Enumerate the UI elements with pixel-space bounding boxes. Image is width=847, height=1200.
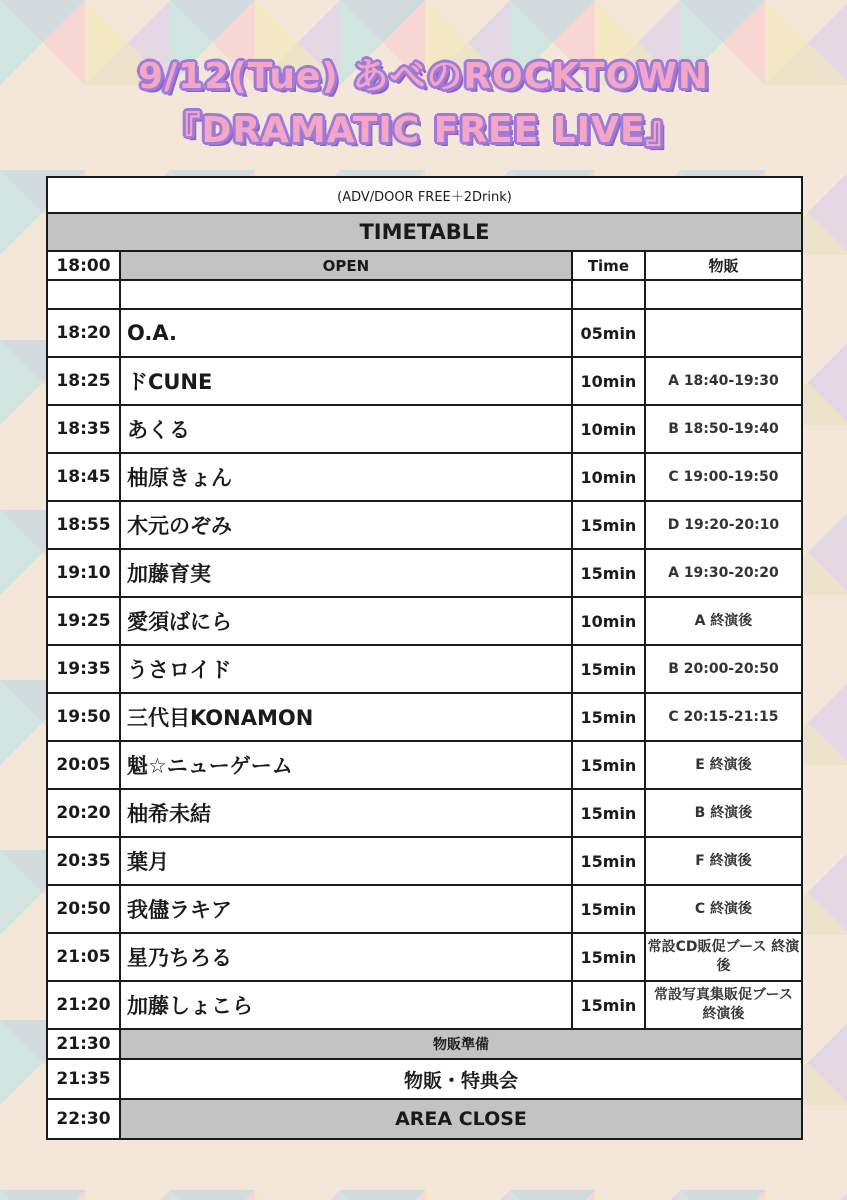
performer-merch: F 終演後 (645, 837, 802, 885)
performer-row (47, 741, 802, 789)
performer-row (47, 405, 802, 453)
performer-row (47, 885, 802, 933)
performer-duration: 15min (572, 501, 645, 549)
performer-duration: 15min (572, 981, 645, 1029)
performer-merch: A 19:30-20:20 (645, 549, 802, 597)
closing-row (47, 1099, 802, 1139)
performer-merch: A 18:40-19:30 (645, 357, 802, 405)
performer-row (47, 789, 802, 837)
performer-row (47, 309, 802, 357)
timetable (46, 176, 803, 1140)
price-note: (ADV/DOOR FREE＋2Drink) (47, 177, 802, 213)
performer-row (47, 357, 802, 405)
performer-name: 柚希未結 (120, 789, 572, 837)
event-title-line1: 9/12(Tue) あべのROCKTOWN (137, 56, 710, 97)
performer-time: 21:20 (47, 981, 120, 1029)
timetable-header-row (47, 213, 802, 251)
performer-row (47, 933, 802, 981)
performer-name: 加藤しょこら (120, 981, 572, 1029)
performer-name: O.A. (120, 309, 572, 357)
performer-time: 18:35 (47, 405, 120, 453)
blank-cell (572, 280, 645, 309)
closing-row (47, 1029, 802, 1059)
performer-time: 20:50 (47, 885, 120, 933)
performer-name: 我儘ラキア (120, 885, 572, 933)
performer-time: 19:10 (47, 549, 120, 597)
performer-merch: E 終演後 (645, 741, 802, 789)
performer-name: あくる (120, 405, 572, 453)
performer-duration: 15min (572, 837, 645, 885)
performer-merch: D 19:20-20:10 (645, 501, 802, 549)
performer-duration: 15min (572, 741, 645, 789)
performer-duration: 15min (572, 789, 645, 837)
open-time: 18:00 (47, 251, 120, 280)
performer-merch: C 20:15-21:15 (645, 693, 802, 741)
merch-column-header: 物販 (645, 251, 802, 280)
performer-row (47, 981, 802, 1029)
performer-time: 18:20 (47, 309, 120, 357)
performer-name: 星乃ちろる (120, 933, 572, 981)
performer-name: うさロイド (120, 645, 572, 693)
performer-time: 19:35 (47, 645, 120, 693)
closing-row (47, 1059, 802, 1099)
closing-time: 22:30 (47, 1099, 120, 1139)
blank-cell (47, 280, 120, 309)
blank-row (47, 280, 802, 309)
performer-duration: 15min (572, 885, 645, 933)
performer-duration: 05min (572, 309, 645, 357)
open-row (47, 251, 802, 280)
performer-name: ドCUNE (120, 357, 572, 405)
performer-time: 21:05 (47, 933, 120, 981)
closing-time: 21:35 (47, 1059, 120, 1099)
performer-row (47, 693, 802, 741)
performer-duration: 15min (572, 549, 645, 597)
performer-name: 愛須ばにら (120, 597, 572, 645)
price-row (47, 177, 802, 213)
performer-duration: 10min (572, 405, 645, 453)
blank-cell (120, 280, 572, 309)
performer-merch: C 終演後 (645, 885, 802, 933)
performer-time: 18:25 (47, 357, 120, 405)
performer-merch: C 19:00-19:50 (645, 453, 802, 501)
performer-merch: B 18:50-19:40 (645, 405, 802, 453)
performer-merch: A 終演後 (645, 597, 802, 645)
performer-duration: 15min (572, 645, 645, 693)
performer-row (47, 645, 802, 693)
performer-row (47, 597, 802, 645)
performer-duration: 15min (572, 933, 645, 981)
closing-time: 21:30 (47, 1029, 120, 1059)
performer-duration: 10min (572, 453, 645, 501)
performer-name: 加藤育実 (120, 549, 572, 597)
event-title-line2: 『DRAMATIC FREE LIVE』 (164, 110, 683, 151)
open-label: OPEN (120, 251, 572, 280)
performer-duration: 15min (572, 693, 645, 741)
performer-time: 20:05 (47, 741, 120, 789)
performer-merch: B 20:00-20:50 (645, 645, 802, 693)
timetable-header: TIMETABLE (47, 213, 802, 251)
performer-row (47, 501, 802, 549)
performer-name: 魁☆ニューゲーム (120, 741, 572, 789)
performer-name: 木元のぞみ (120, 501, 572, 549)
performer-name: 葉月 (120, 837, 572, 885)
performer-time: 18:45 (47, 453, 120, 501)
performer-row (47, 453, 802, 501)
performer-time: 20:20 (47, 789, 120, 837)
performer-time: 20:35 (47, 837, 120, 885)
performer-time: 19:25 (47, 597, 120, 645)
blank-cell (645, 280, 802, 309)
performer-duration: 10min (572, 357, 645, 405)
performer-merch (645, 309, 802, 357)
time-column-header: Time (572, 251, 645, 280)
performer-row (47, 837, 802, 885)
closing-label: AREA CLOSE (120, 1099, 802, 1139)
performer-time: 18:55 (47, 501, 120, 549)
performer-merch: 常設CD販促ブース 終演後 (645, 933, 802, 981)
performer-time: 19:50 (47, 693, 120, 741)
closing-label: 物販・特典会 (120, 1059, 802, 1099)
closing-label: 物販準備 (120, 1029, 802, 1059)
performer-duration: 10min (572, 597, 645, 645)
performer-merch: 常設写真集販促ブース 終演後 (645, 981, 802, 1029)
performer-name: 三代目KONAMON (120, 693, 572, 741)
performer-name: 柚原きょん (120, 453, 572, 501)
performer-merch: B 終演後 (645, 789, 802, 837)
performer-row (47, 549, 802, 597)
